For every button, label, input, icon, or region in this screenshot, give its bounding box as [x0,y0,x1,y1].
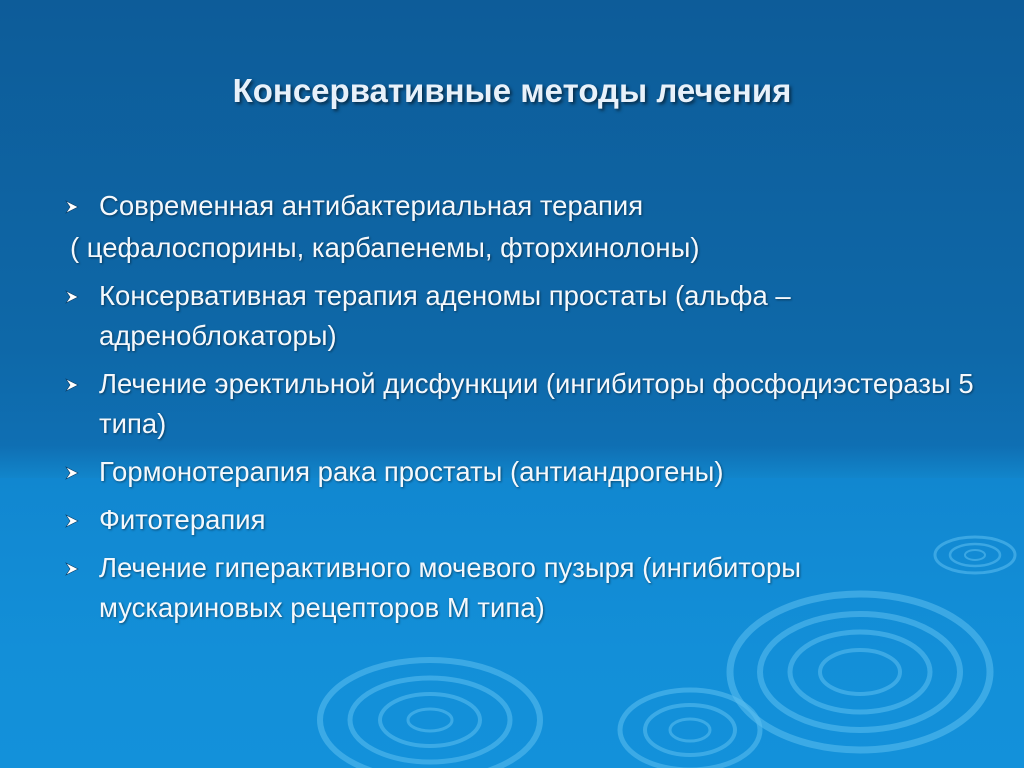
list-item [60,186,980,226]
list-item-text: Гормонотерапия рака простаты (антиандрогены) [99,456,724,487]
slide-title: Консервативные методы лечения [232,72,792,109]
list-item-text: Консервативная терапия аденомы простаты (альфа – адреноблокаторы) [99,280,791,351]
list-item-text: Современная антибактериальная терапия [99,190,644,221]
list-item-text: ( цефалоспорины, карбапенемы, фторхинолоны) [70,232,700,263]
list-item [60,364,980,444]
list-item [60,276,980,356]
arrow-bullet-icon [64,377,82,393]
list-item [60,228,980,268]
list-item [60,548,980,628]
arrow-bullet-icon [64,199,82,215]
arrow-bullet-icon [64,513,82,529]
list-item-text: Лечение гиперактивного мочевого пузыря (ингибиторы мускариновых рецепторов М типа) [99,552,802,623]
arrow-bullet-icon [64,465,82,481]
list-item [60,500,980,540]
list-item-text: Фитотерапия [99,504,266,535]
list-item-text: Лечение эректильной дисфункции (ингибиторы фосфодиэстеразы 5 типа) [99,368,974,439]
arrow-bullet-icon [64,561,82,577]
arrow-bullet-icon [64,289,82,305]
bullet-list [60,186,980,636]
list-item [60,452,980,492]
